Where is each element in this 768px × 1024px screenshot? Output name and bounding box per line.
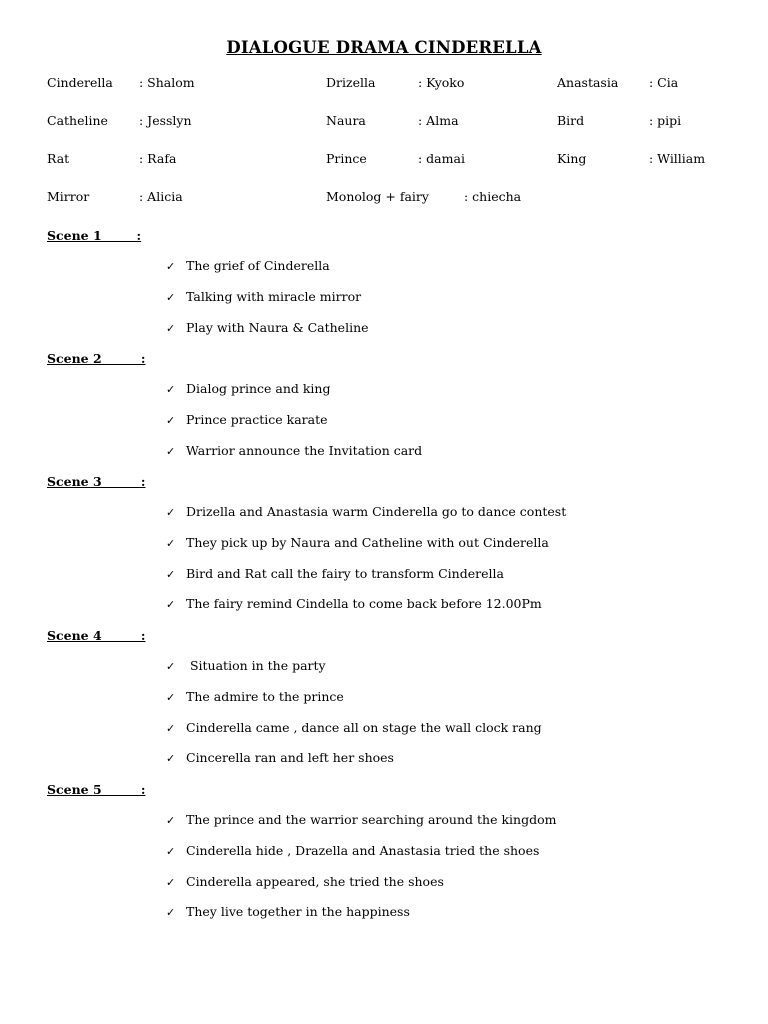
scene-item	[166, 289, 361, 304]
cast-role: Catheline	[47, 113, 108, 128]
check-mark-icon: ✓	[166, 845, 176, 858]
check-mark-icon: ✓	[166, 322, 176, 335]
scene-item-text: Prince practice karate	[186, 412, 328, 427]
scene-item-text: The grief of Cinderella	[186, 258, 330, 273]
scene-item	[166, 658, 326, 673]
check-mark-icon: ✓	[166, 260, 176, 273]
cast-row	[0, 75, 768, 95]
scene-item	[166, 720, 542, 735]
scene-item	[166, 874, 444, 889]
scene-item-text: The admire to the prince	[186, 689, 344, 704]
cast-row	[0, 151, 768, 171]
scene-item-text: The prince and the warrior searching around the kingdom	[186, 812, 557, 827]
scene-item	[166, 381, 330, 396]
cast-actor: : Shalom	[139, 75, 195, 90]
cast-role: Prince	[326, 151, 367, 166]
check-mark-icon: ✓	[166, 722, 176, 735]
scene-item	[166, 812, 556, 827]
scene-item	[166, 258, 330, 273]
check-mark-icon: ✓	[166, 906, 176, 919]
cast-role: Mirror	[47, 189, 90, 204]
scene-item	[166, 504, 566, 519]
scene-heading: Scene 3 :	[47, 474, 146, 489]
cast-actor: : Alicia	[139, 189, 183, 204]
check-mark-icon: ✓	[166, 506, 176, 519]
check-mark-icon: ✓	[166, 383, 176, 396]
scene-item-text: Play with Naura & Catheline	[186, 320, 369, 335]
scene-heading: Scene 1 :	[47, 228, 142, 243]
cast-actor: : damai	[418, 151, 465, 166]
cast-actor: : Rafa	[139, 151, 177, 166]
scene-item-text: Cinderella came , dance all on stage the wall clock rang	[186, 720, 542, 735]
cast-role: Naura	[326, 113, 366, 128]
check-mark-icon: ✓	[166, 814, 176, 827]
scene-heading: Scene 5 :	[47, 782, 146, 797]
scene-item-text: Bird and Rat call the fairy to transform Cinderella	[186, 566, 504, 581]
cast-role: King	[557, 151, 587, 166]
check-mark-icon: ✓	[166, 414, 176, 427]
cast-role: Anastasia	[557, 75, 619, 90]
scene-item-text: They live together in the happiness	[186, 904, 410, 919]
check-mark-icon: ✓	[166, 660, 176, 673]
scene-item-text: Warrior announce the Invitation card	[186, 443, 423, 458]
scene-item	[166, 689, 344, 704]
cast-role: Cinderella	[47, 75, 113, 90]
scene-item-text: The fairy remind Cindella to come back before 12.00Pm	[186, 596, 542, 611]
check-mark-icon: ✓	[166, 445, 176, 458]
cast-role: Drizella	[326, 75, 376, 90]
cast-role: Rat	[47, 151, 70, 166]
scene-item-text: Cinderella hide , Drazella and Anastasia tried the shoes	[186, 843, 540, 858]
scene-item	[166, 904, 410, 919]
check-mark-icon: ✓	[166, 876, 176, 889]
cast-role: Bird	[557, 113, 585, 128]
scene-item	[166, 443, 422, 458]
cast-actor: : William	[649, 151, 706, 166]
scene-item-text: Situation in the party	[186, 658, 326, 673]
cast-actor: : Jesslyn	[139, 113, 192, 128]
check-mark-icon: ✓	[166, 537, 176, 550]
cast-actor: : pipi	[649, 113, 682, 128]
scene-heading: Scene 2 :	[47, 351, 146, 366]
scene-item-text: They pick up by Naura and Catheline with out Cinderella	[186, 535, 549, 550]
cast-actor: : Kyoko	[418, 75, 465, 90]
scene-item	[166, 566, 504, 581]
scene-item-text: Cinderella appeared, she tried the shoes	[186, 874, 444, 889]
check-mark-icon: ✓	[166, 752, 176, 765]
cast-actor: : Cia	[649, 75, 679, 90]
scene-item	[166, 412, 328, 427]
cast-actor: : chiecha	[464, 189, 522, 204]
check-mark-icon: ✓	[166, 291, 176, 304]
scene-item	[166, 535, 549, 550]
check-mark-icon: ✓	[166, 598, 176, 611]
scene-item	[166, 320, 369, 335]
check-mark-icon: ✓	[166, 568, 176, 581]
scene-item-text: Talking with miracle mirror	[186, 289, 362, 304]
scene-item-text: Drizella and Anastasia warm Cinderella go to dance contest	[186, 504, 567, 519]
scene-item-text: Dialog prince and king	[186, 381, 331, 396]
cast-actor: : Alma	[418, 113, 459, 128]
cast-row	[0, 113, 768, 133]
scene-item-text: Cincerella ran and left her shoes	[186, 750, 394, 765]
cast-role: Monolog + fairy	[326, 189, 429, 204]
check-mark-icon: ✓	[166, 691, 176, 704]
scene-item	[166, 843, 539, 858]
scene-item	[166, 596, 542, 611]
cast-row	[0, 189, 768, 209]
page-title: DIALOGUE DRAMA CINDERELLA	[226, 38, 542, 57]
scene-item	[166, 750, 394, 765]
scene-heading: Scene 4 :	[47, 628, 146, 643]
